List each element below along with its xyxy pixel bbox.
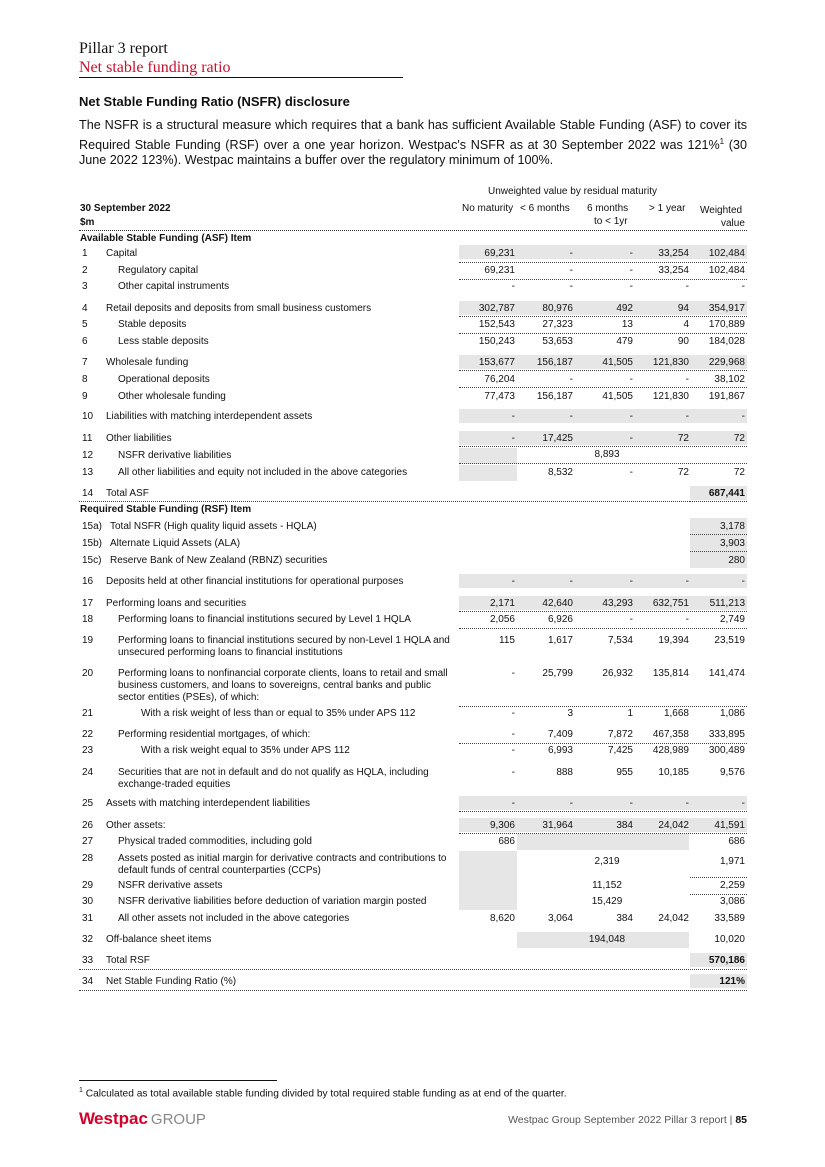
logo-w-mark: W xyxy=(79,1109,95,1128)
footer-text: Westpac Group September 2022 Pillar 3 report | xyxy=(508,1114,736,1126)
period-label: 30 September 2022 xyxy=(80,203,171,214)
intro-text-b: (30 June 2022 123%). Westpac maintains a buffer over the regulatory minimum of 100%. xyxy=(79,137,747,168)
col-no-maturity: No maturity xyxy=(462,203,514,214)
logo-wordmark: estpac xyxy=(94,1109,148,1128)
header-rule xyxy=(79,77,403,78)
unit-label: $m xyxy=(80,217,95,228)
section-title: Net Stable Funding Ratio (NSFR) disclosure xyxy=(79,94,350,109)
col-gt-1-year: > 1 year xyxy=(649,203,686,214)
report-title: Pillar 3 report xyxy=(79,40,168,57)
intro-paragraph xyxy=(79,118,747,169)
footnote-text: Calculated as total available stable funding divided by total required stable funding as at end of the quarter. xyxy=(85,1088,567,1100)
table-header-rule xyxy=(79,230,747,231)
logo-group: GROUP xyxy=(150,1111,206,1128)
col-weighted-line2: value xyxy=(721,218,745,229)
footnote xyxy=(79,1087,567,1099)
group-header: Unweighted value by residual maturity xyxy=(488,186,657,197)
footnote-mark: 1 xyxy=(79,1087,83,1094)
westpac-group-logo xyxy=(79,1109,206,1130)
report-subtitle: Net stable funding ratio xyxy=(79,59,231,76)
footnote-rule xyxy=(79,1080,277,1081)
col-weighted-line1: Weighted xyxy=(700,205,743,216)
col-lt-6-months: < 6 months xyxy=(520,203,570,214)
page-footer xyxy=(508,1114,747,1126)
col-6m-1yr-line1: 6 months xyxy=(587,203,629,214)
intro-text-a: The NSFR is a structural measure which requires that a bank has sufficient Available Stable Funding (ASF) to cover its Required Stable Funding (RSF) over a one year horizon. Westpac's NSFR as at 30 September 2022 was 121% xyxy=(79,118,747,152)
col-6m-1yr-line2: to < 1yr xyxy=(594,216,628,227)
footnote-ref[interactable]: 1 xyxy=(719,136,725,146)
page-number: 85 xyxy=(735,1114,747,1126)
